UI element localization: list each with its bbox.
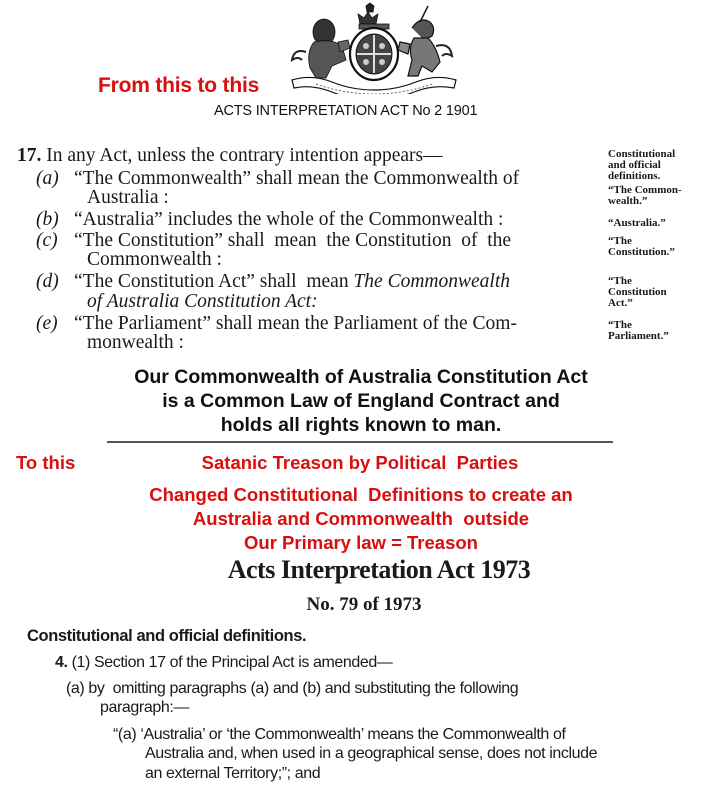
clause-d-continuation: of Australia Constitution Act: xyxy=(87,291,318,312)
from-this-to-this-label: From this to this xyxy=(98,74,260,97)
to-this-label: To this xyxy=(16,452,76,473)
clause-b xyxy=(36,210,503,230)
treason-headline-text: Satanic Treason by Political Parties xyxy=(201,452,519,473)
act-1973-number xyxy=(0,594,722,616)
margin-note: “The Constitution Act.” xyxy=(608,275,667,309)
act-1901-title: ACTS INTERPRETATION ACT No 2 1901 xyxy=(214,103,478,119)
clause-label: (c) xyxy=(36,230,58,251)
clause-text: “The Constitution Act” shall mean xyxy=(74,271,354,292)
clause-italic-text: The Commonwealth xyxy=(353,271,510,292)
treason-headline xyxy=(0,452,722,474)
clause-label: (e) xyxy=(36,313,58,334)
clause-label: (a) xyxy=(36,168,59,189)
clause-c-continuation: Commonwealth : xyxy=(87,249,222,270)
royal-coat-of-arms-icon xyxy=(286,2,462,94)
section-number: 17. xyxy=(17,145,42,166)
section-number: 4. xyxy=(55,654,68,671)
change-line: Australia and Commonwealth outside xyxy=(192,508,530,529)
quoted-definition-line: an external Territory;”; and xyxy=(145,765,321,782)
section-intro-text: In any Act, unless the contrary intention appears— xyxy=(46,145,443,166)
paragraph-a-continuation: paragraph:— xyxy=(100,699,189,716)
change-line: Changed Constitutional Definitions to create an xyxy=(149,484,573,505)
amendment-line xyxy=(55,654,393,672)
definitions-heading: Constitutional and official definitions. xyxy=(27,627,307,645)
margin-note: Constitutional and official definitions. xyxy=(608,148,676,182)
margin-note: “Australia.” xyxy=(608,217,666,229)
change-line: Our Primary law = Treason xyxy=(244,532,478,553)
statement-line: Our Commonwealth of Australia Constitution Act xyxy=(134,366,588,388)
clause-label: (b) xyxy=(36,209,59,230)
clause-c xyxy=(36,231,511,251)
section-17-intro xyxy=(17,146,443,166)
amendment-text: (1) Section 17 of the Principal Act is amended— xyxy=(71,654,393,671)
margin-note: “The Parliament.” xyxy=(608,319,669,342)
clause-d xyxy=(36,272,510,292)
clause-label: (d) xyxy=(36,271,59,292)
clause-text: “Australia” includes the whole of the Commonwealth : xyxy=(74,209,504,230)
act-1973-title-text: Acts Interpretation Act 1973 xyxy=(227,555,531,584)
act-1973-title xyxy=(0,555,722,585)
quoted-definition-line: Australia and, when used in a geographical sense, does not include xyxy=(145,745,598,762)
margin-note: “The Constitution.” xyxy=(608,235,675,258)
clause-text: “The Parliament” shall mean the Parliament of the Com- xyxy=(74,313,517,334)
clause-text: “The Constitution” shall mean the Constitution of the xyxy=(74,230,512,251)
clause-text: “The Commonwealth” shall mean the Commonwealth of xyxy=(74,168,520,189)
divider xyxy=(107,441,613,443)
clause-e-continuation: monwealth : xyxy=(87,332,184,353)
statement-line: holds all rights known to man. xyxy=(220,414,502,436)
clause-a xyxy=(36,169,519,189)
clause-a-continuation: Australia : xyxy=(87,187,169,208)
act-1973-number-text: No. 79 of 1973 xyxy=(306,594,422,615)
clause-e xyxy=(36,314,517,334)
quoted-definition-line: “(a) ‘Australia’ or ‘the Commonwealth’ means the Commonwealth of xyxy=(113,726,566,743)
paragraph-a: (a) by omitting paragraphs (a) and (b) and substituting the following xyxy=(66,680,519,697)
statement-line: is a Common Law of England Contract and xyxy=(162,390,560,412)
margin-note: “The Common- wealth.” xyxy=(608,184,682,207)
